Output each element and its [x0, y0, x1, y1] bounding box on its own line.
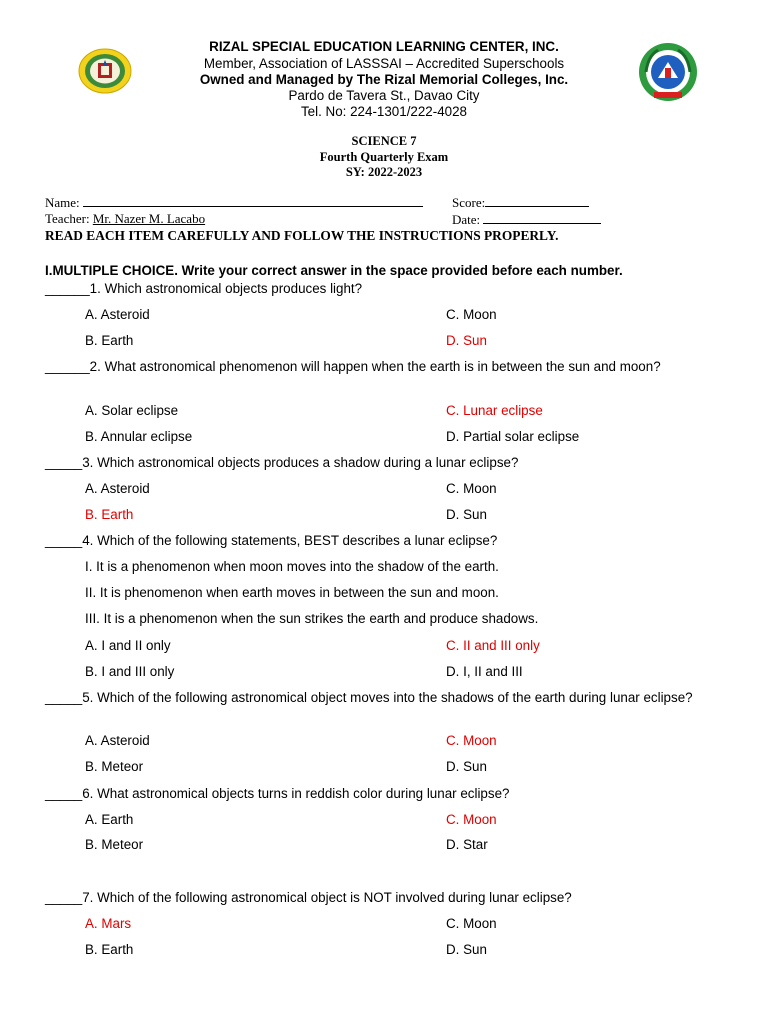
q2-option-b: B. Annular eclipse [85, 429, 193, 444]
q7-option-a: A. Mars [85, 916, 132, 931]
q3-option-d: D. Sun [446, 507, 487, 522]
q6-option-c: C. Moon [446, 812, 497, 827]
exam-school-year: SY: 2022-2023 [345, 165, 423, 179]
score-label: Score: [452, 195, 486, 210]
exam-subject: SCIENCE 7 [351, 134, 417, 148]
question-1: ______1. Which astronomical objects produces light? [45, 281, 363, 296]
date-blank[interactable] [483, 211, 601, 224]
q3-option-b: B. Earth [85, 507, 134, 522]
q7-option-b: B. Earth [85, 942, 134, 957]
teacher-label: Teacher: [45, 211, 90, 226]
q4-statement-2: II. It is phenomenon when earth moves in between the sun and moon. [85, 585, 499, 600]
q7-option-d: D. Sun [446, 942, 487, 957]
instructions: READ EACH ITEM CAREFULLY AND FOLLOW THE INSTRUCTIONS PROPERLY. [45, 228, 559, 243]
q4-option-d: D. I, II and III [446, 664, 523, 679]
q4-option-a: A. I and II only [85, 638, 171, 653]
q4-option-b: B. I and III only [85, 664, 175, 679]
teacher-field [45, 211, 205, 227]
org-name: RIZAL SPECIAL EDUCATION LEARNING CENTER, INC. [209, 39, 559, 54]
q7-option-c: C. Moon [446, 916, 497, 931]
q3-option-a: A. Asteroid [85, 481, 150, 496]
name-field[interactable] [45, 194, 423, 211]
q5-option-a: A. Asteroid [85, 733, 150, 748]
score-field[interactable] [452, 194, 589, 211]
q6-option-d: D. Star [446, 837, 488, 852]
q3-option-c: C. Moon [446, 481, 497, 496]
question-6: _____6. What astronomical objects turns in reddish color during lunar eclipse? [45, 786, 510, 801]
q2-option-d: D. Partial solar eclipse [446, 429, 580, 444]
q6-option-a: A. Earth [85, 812, 134, 827]
name-blank[interactable] [83, 194, 423, 207]
q6-option-b: B. Meteor [85, 837, 144, 852]
question-5: _____5. Which of the following astronomical object moves into the shadows of the earth during lunar eclipse? [45, 690, 693, 705]
q5-option-d: D. Sun [446, 759, 487, 774]
q4-statement-3: III. It is a phenomenon when the sun strikes the earth and produce shadows. [85, 611, 539, 626]
date-field[interactable] [452, 211, 601, 228]
question-4: _____4. Which of the following statements, BEST describes a lunar eclipse? [45, 533, 498, 548]
section-title: I.MULTIPLE CHOICE. Write your correct answer in the space provided before each number. [45, 263, 623, 278]
q2-option-c: C. Lunar eclipse [446, 403, 543, 418]
address-line: Pardo de Tavera St., Davao City [288, 88, 480, 103]
q1-option-b: B. Earth [85, 333, 134, 348]
q5-option-c: C. Moon [446, 733, 497, 748]
score-blank[interactable] [485, 194, 589, 207]
question-2: ______2. What astronomical phenomenon will happen when the earth is in between the sun and moon? [45, 359, 661, 374]
q1-option-c: C. Moon [446, 307, 497, 322]
question-3: _____3. Which astronomical objects produces a shadow during a lunar eclipse? [45, 455, 519, 470]
teacher-value: Mr. Nazer M. Lacabo [92, 211, 206, 226]
q4-option-c: C. II and III only [446, 638, 540, 653]
name-label: Name: [45, 195, 80, 210]
membership-line: Member, Association of LASSSAI – Accredited Superschools [203, 56, 565, 71]
tel-line: Tel. No: 224-1301/222-4028 [300, 104, 467, 119]
q1-option-a: A. Asteroid [85, 307, 150, 322]
date-label: Date: [452, 212, 481, 227]
q5-option-b: B. Meteor [85, 759, 144, 774]
owner-line: Owned and Managed by The Rizal Memorial Colleges, Inc. [199, 72, 569, 87]
q2-option-a: A. Solar eclipse [85, 403, 179, 418]
exam-title: Fourth Quarterly Exam [319, 150, 449, 164]
question-7: _____7. Which of the following astronomical object is NOT involved during lunar eclipse? [45, 890, 572, 905]
q4-statement-1: I. It is a phenomenon when moon moves into the shadow of the earth. [85, 559, 499, 574]
q1-option-d: D. Sun [446, 333, 487, 348]
